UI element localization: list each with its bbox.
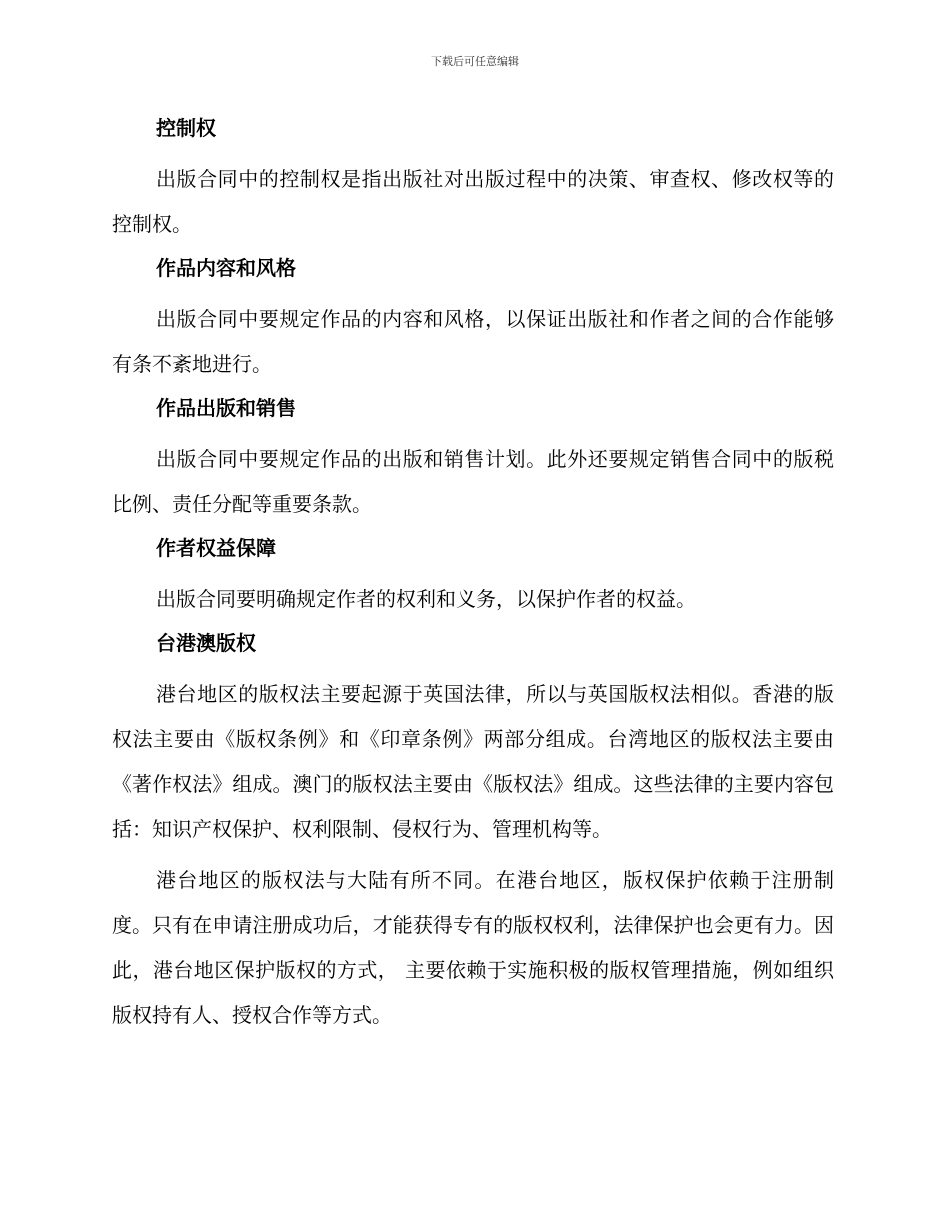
section-publishing-sales	[112, 393, 834, 527]
section-content-style	[112, 253, 834, 387]
section-paragraph: 港台地区的版权法与大陆有所不同。在港台地区，版权保护依赖于注册制度。只有在申请注册成功后，才能获得专有的版权权利，法律保护也会更有力。因此，港台地区保护版权的方式， 主要依赖于实施积极的版权管理措施，例如组织版权持有人、授权合作等方式。	[112, 868, 834, 1027]
section-paragraph: 出版合同要明确规定作者的权利和义务，以保护作者的权益。	[156, 587, 696, 611]
page-header-note: 下载后可任意编辑	[431, 55, 519, 68]
section-paragraph: 港台地区的版权法主要起源于英国法律，所以与英国版权法相似。香港的版权法主要由《版权条例》和《印章条例》两部分组成。台湾地区的版权法主要由《著作权法》组成。澳门的版权法主要由《版权法》组成。这些法律的主要内容包括：知识产权保护、权利限制、侵权行为、管理机构等。	[112, 682, 834, 841]
document-body	[112, 113, 834, 1038]
section-paragraph: 出版合同中要规定作品的内容和风格，以保证出版社和作者之间的合作能够有条不紊地进行。	[112, 307, 834, 376]
section-heading: 控制权	[156, 116, 216, 140]
section-control-rights	[112, 113, 834, 247]
section-heading: 作品出版和销售	[156, 396, 296, 420]
section-heading: 台港澳版权	[156, 631, 256, 655]
section-paragraph: 出版合同中要规定作品的出版和销售计划。此外还要规定销售合同中的版税比例、责任分配等重要条款。	[112, 447, 834, 516]
section-heading: 作品内容和风格	[156, 256, 296, 280]
section-heading: 作者权益保障	[156, 536, 276, 560]
section-paragraph: 出版合同中的控制权是指出版社对出版过程中的决策、审查权、修改权等的控制权。	[112, 167, 834, 236]
section-author-rights	[112, 533, 834, 622]
section-hk-tw-macau-copyright	[112, 628, 834, 1038]
